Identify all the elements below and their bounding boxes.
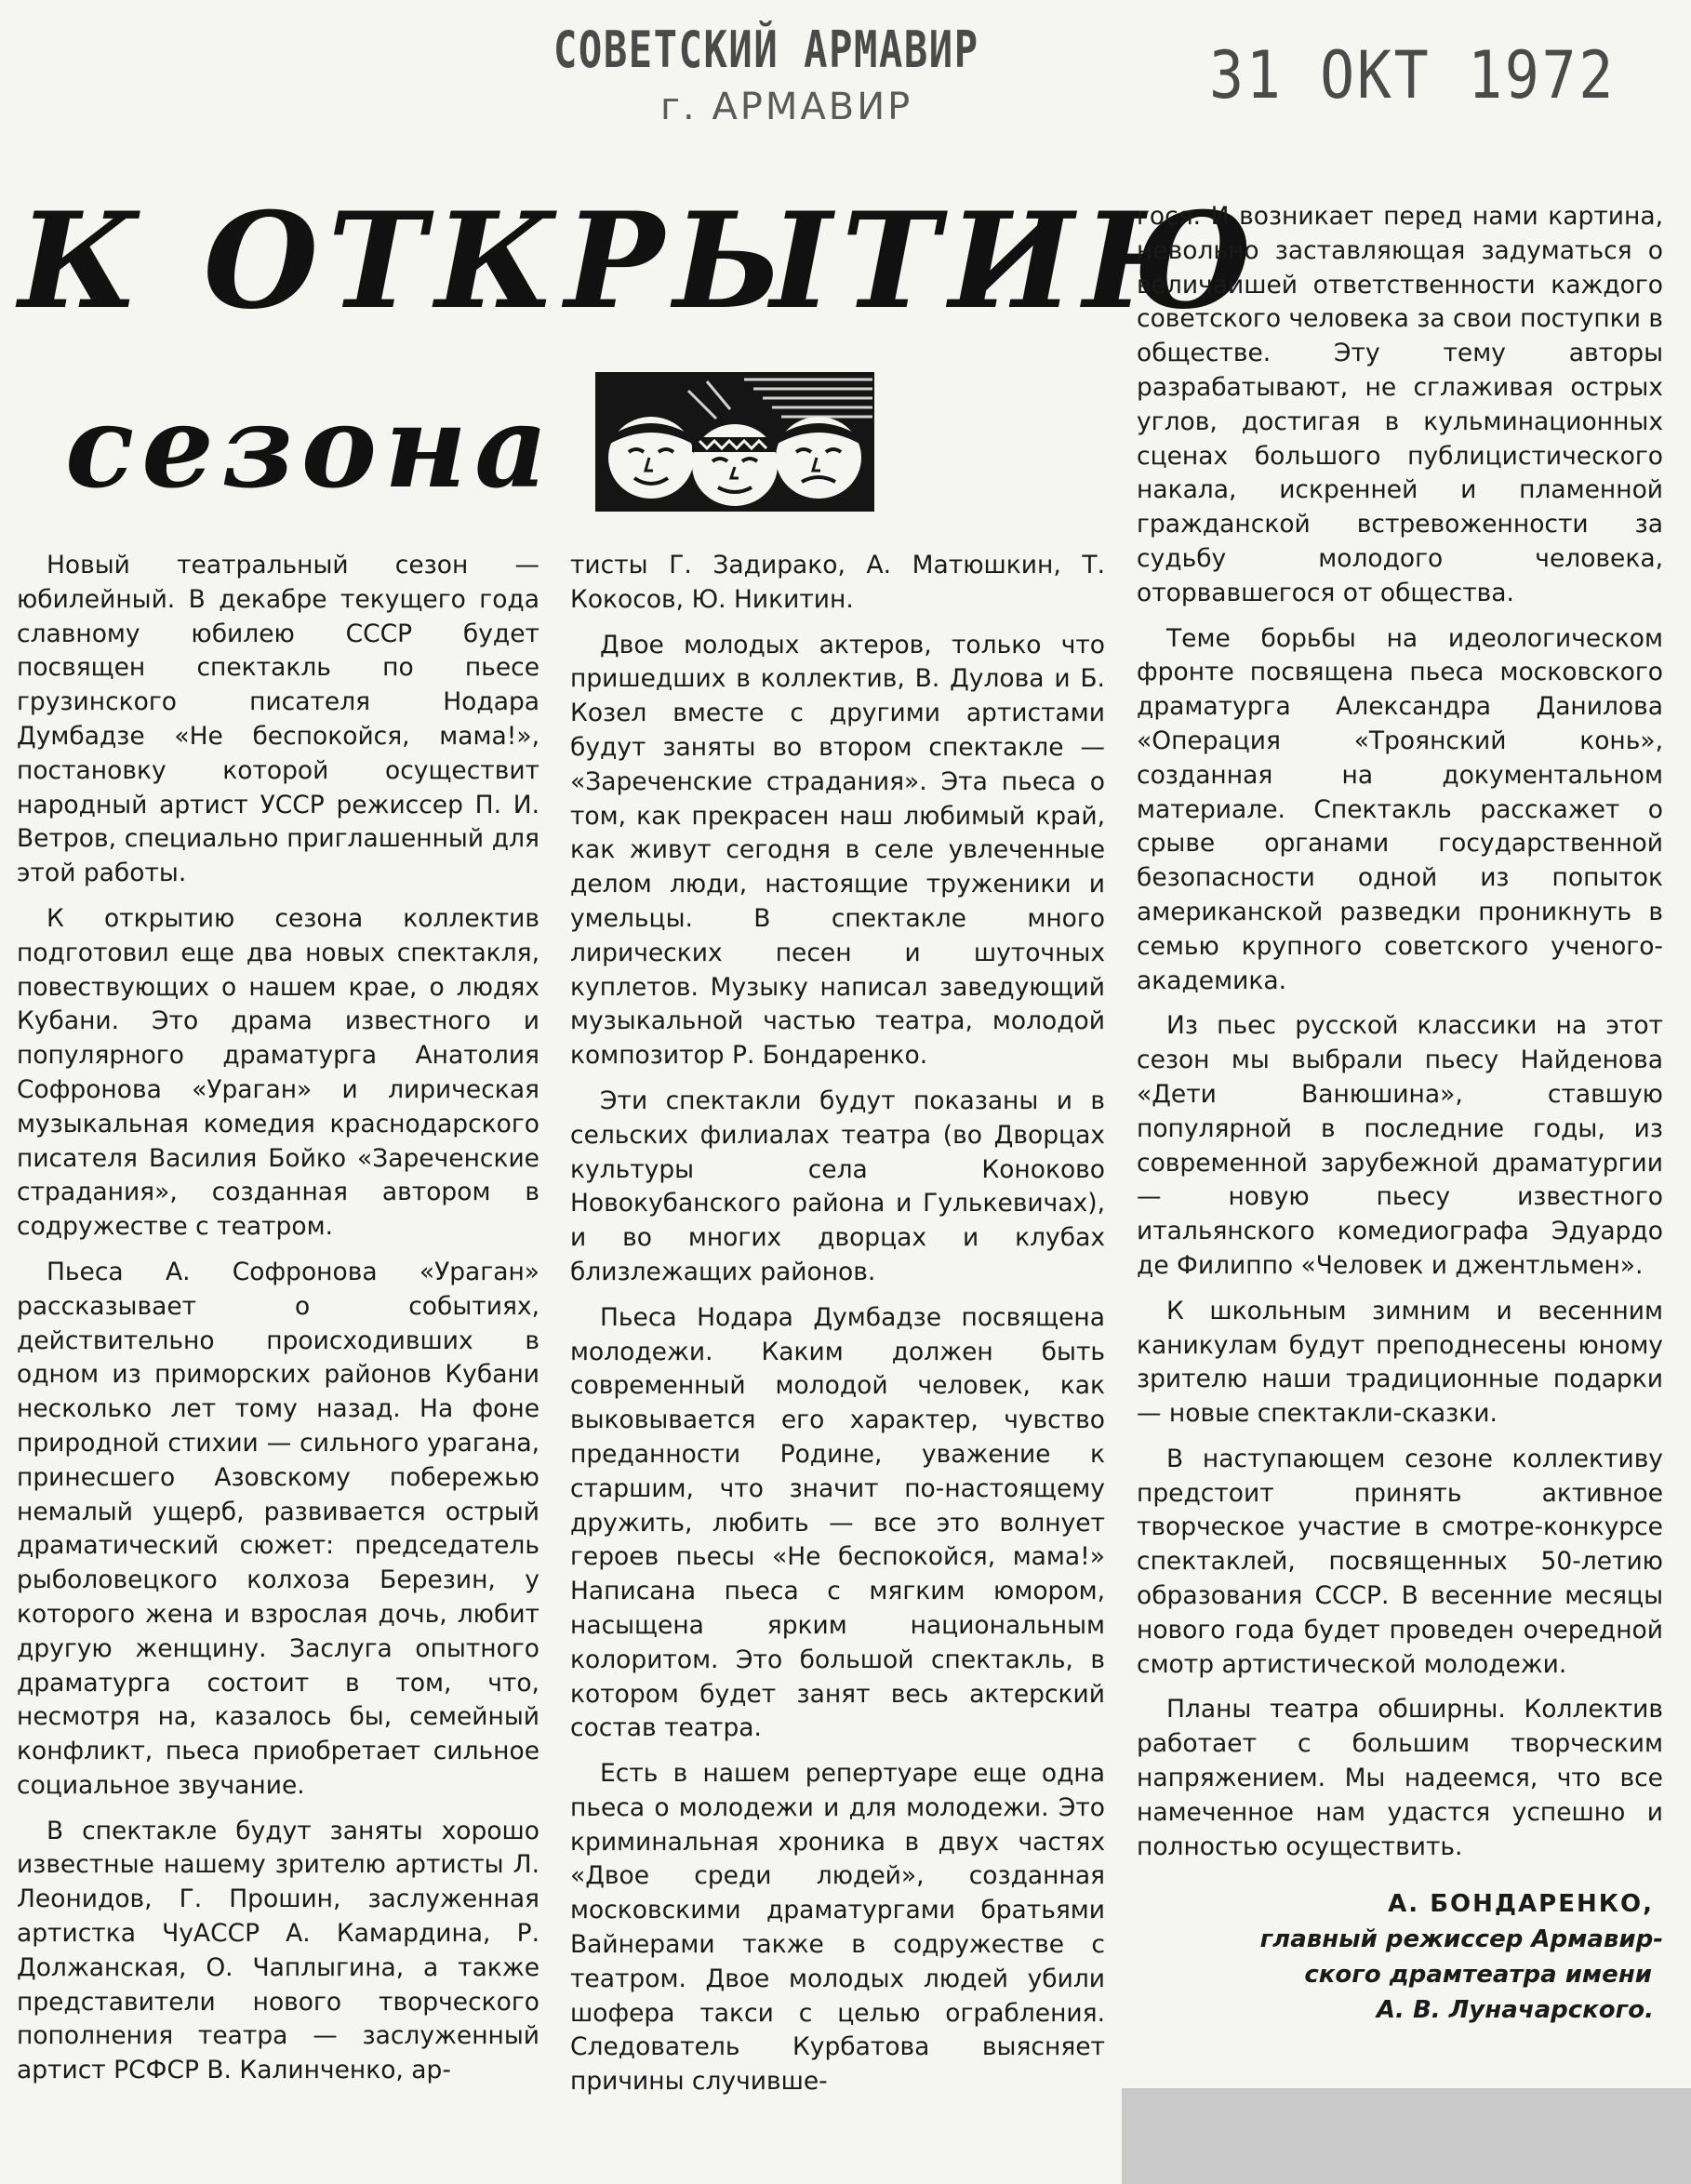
paragraph: Пьеса Нодара Думбадзе посвящена молодежи. Каким должен быть современный молодой человек, как выковывается его характер, чувство преданности Родине, уважение к старшим, что значит по-настоящему дружить, любить — все это волнует героев пьесы «Не беспокойся, мама!» Написана пьеса с мягким юмором, насыщена ярким национальным колоритом. Это большой спектакль, в котором будет занят весь актерский состав театра. — [570, 1302, 1105, 1743]
stamp-city: г. АРМАВИР — [660, 86, 913, 128]
paragraph: гося. И возникает перед нами картина, невольно заставляющая задуматься о величайшей ответственности каждого советского человека за свои поступки в обществе. Эту тему авторы разрабатывают, не сглаживая острых углов, достигая в кульминационных сценах большого публицистического накала, искренней и пламенной гражданской встревоженности за судьбу молодого человека, оторвавшегося от общества. — [1137, 202, 1663, 607]
mask-left-icon — [608, 417, 694, 499]
paragraph: К школьным зимним и весенним каникулам будут преподнесены юному зрителю наши традиционные подарки — новые спектакли-сказки. — [1137, 1296, 1663, 1429]
paragraph: В спектакле будут заняты хорошо известные нашему зрителю артисты Л. Леонидов, Г. Прошин, заслуженная артистка ЧуАССР А. Камардина, Р. Должанская, О. Чаплыгина, а также представители нового творческого пополнения театра — заслуженный артист РСФСР В. Калинченко, ар- — [17, 1816, 539, 2085]
headline-line1: К ОТКРЫТИЮ — [19, 184, 1263, 339]
article-column-1 — [17, 549, 539, 2088]
author-signature — [1137, 1886, 1663, 2028]
paragraph: Двое молодых актеров, только что пришедших в коллектив, В. Дулова и Б. Козел вместе с другими артистами будут заняты во втором спектакле — «Зареченские страдания». Эта пьеса о том, как прекрасен наш любимый край, как живут сегодня в селе увлеченные делом люди, настоящие труженики и умельцы. В спектакле много лирических песен и шуточных куплетов. Музыку написал заведующий музыкальной частью театра, молодой композитор Р. Бондаренко. — [570, 630, 1105, 1071]
author-title-line: главный режиссер Армавир- — [1259, 1925, 1663, 1954]
paragraph: Новый театральный сезон — юбилейный. В декабре текущего года славному юбилею СССР будет посвящен спектакль по пьесе грузинского писателя Нодара Думбадзе «Не беспокойся, мама!», постановку которой осуществит народный артист УССР режиссер П. И. Ветров, специально приглашенный для этой работы. — [17, 551, 539, 888]
paragraph: тисты Г. Задирако, А. Матюшкин, Т. Кокосов, Ю. Никитин. — [570, 551, 1105, 614]
author-title-line: ского драмтеатра имени — [1304, 1961, 1652, 1990]
paragraph: Есть в нашем репертуаре еще одна пьеса о молодежи и для молодежи. Это криминальная хроника в двух частях «Двое среди людей», созданная московскими драматургами братьями Вайнерами также в содружестве с театром. Двое молодых людей убили шофера такси с целью ограбления. Следователь Курбатова выясняет причины случивше- — [570, 1759, 1105, 2097]
paragraph: Теме борьбы на идеологическом фронте посвящена пьеса московского драматурга Александра Данилова «Операция «Троянский конь», созданная на документальном материале. Спектакль расскажет о срыве органами государственной безопасности одной из попыток американской разведки проникнуть в семью крупного советского ученого-академика. — [1137, 623, 1663, 995]
paragraph: К открытию сезона коллектив подготовил еще два новых спектакля, повествующих о нашем крае, о людях Кубани. Это драма известного и популярного драматурга Анатолия Софронова «Ураган» и лирическая музыкальная комедия краснодарского писателя Василия Бойко «Зареченские страдания», созданная автором в содружестве с театром. — [17, 903, 539, 1242]
paragraph: Пьеса А. Софронова «Ураган» рассказывает о событиях, действительно происходивших в одном из приморских районов Кубани несколько лет тому назад. На фоне природной стихии — сильного урагана, принесшего Азовскому побережью немалый ущерб, развивается острый драматический сюжет: председатель рыболовецкого колхоза Березин, у которого жена и взрослая дочь, любит другую женщину. Заслуга опытного драматурга состоит в том, что, несмотря на, казалось бы, семейный конфликт, пьеса приобретает сильное социальное звучание. — [17, 1257, 539, 1800]
author-title-line: А. В. Луначарского. — [1376, 1996, 1654, 2025]
mask-right-icon — [776, 417, 861, 499]
paragraph: Планы театра обширны. Коллектив работает с большим творческим напряжением. Мы надеемся, что все намеченное нам удастся успешно и полностью осуществить. — [1137, 1695, 1663, 1861]
paragraph: Эти спектакли будут показаны и в сельских филиалах театра (во Дворцах культуры села Коноково Новокубанского района и Гулькевичах), и во многих дворцах и клубах близлежащих районов. — [570, 1085, 1105, 1286]
scan-background-corner — [1122, 2088, 1691, 2184]
paragraph: Из пьес русской классики на этот сезон мы выбрали пьесу Найденова «Дети Ванюшина», ставшую популярной в последние годы, из современной зарубежной драматургии — новую пьесу известного итальянского комедиографа Эдуардо де Филиппо «Человек и джентльмен». — [1137, 1011, 1663, 1280]
stamp-newspaper-name: СОВЕТСКИЙ АРМАВИР — [553, 20, 979, 79]
theatre-masks-illustration — [595, 372, 874, 512]
article-column-2 — [570, 549, 1105, 2099]
stamp-date: 31 ОКТ 1972 — [1209, 37, 1617, 113]
headline-line2: сезона — [65, 380, 556, 513]
author-name: А. БОНДАРЕНКО, — [1388, 1890, 1654, 1919]
article-column-3 — [1137, 200, 1663, 2028]
mask-middle-icon — [692, 424, 778, 506]
paragraph: В наступающем сезоне коллективу предстоит принять активное творческое участие в смотре-конкурсе спектаклей, посвященных 50-летию образования СССР. В весенние месяцы нового года будет проведен очередной смотр артистической молодежи. — [1137, 1444, 1663, 1679]
